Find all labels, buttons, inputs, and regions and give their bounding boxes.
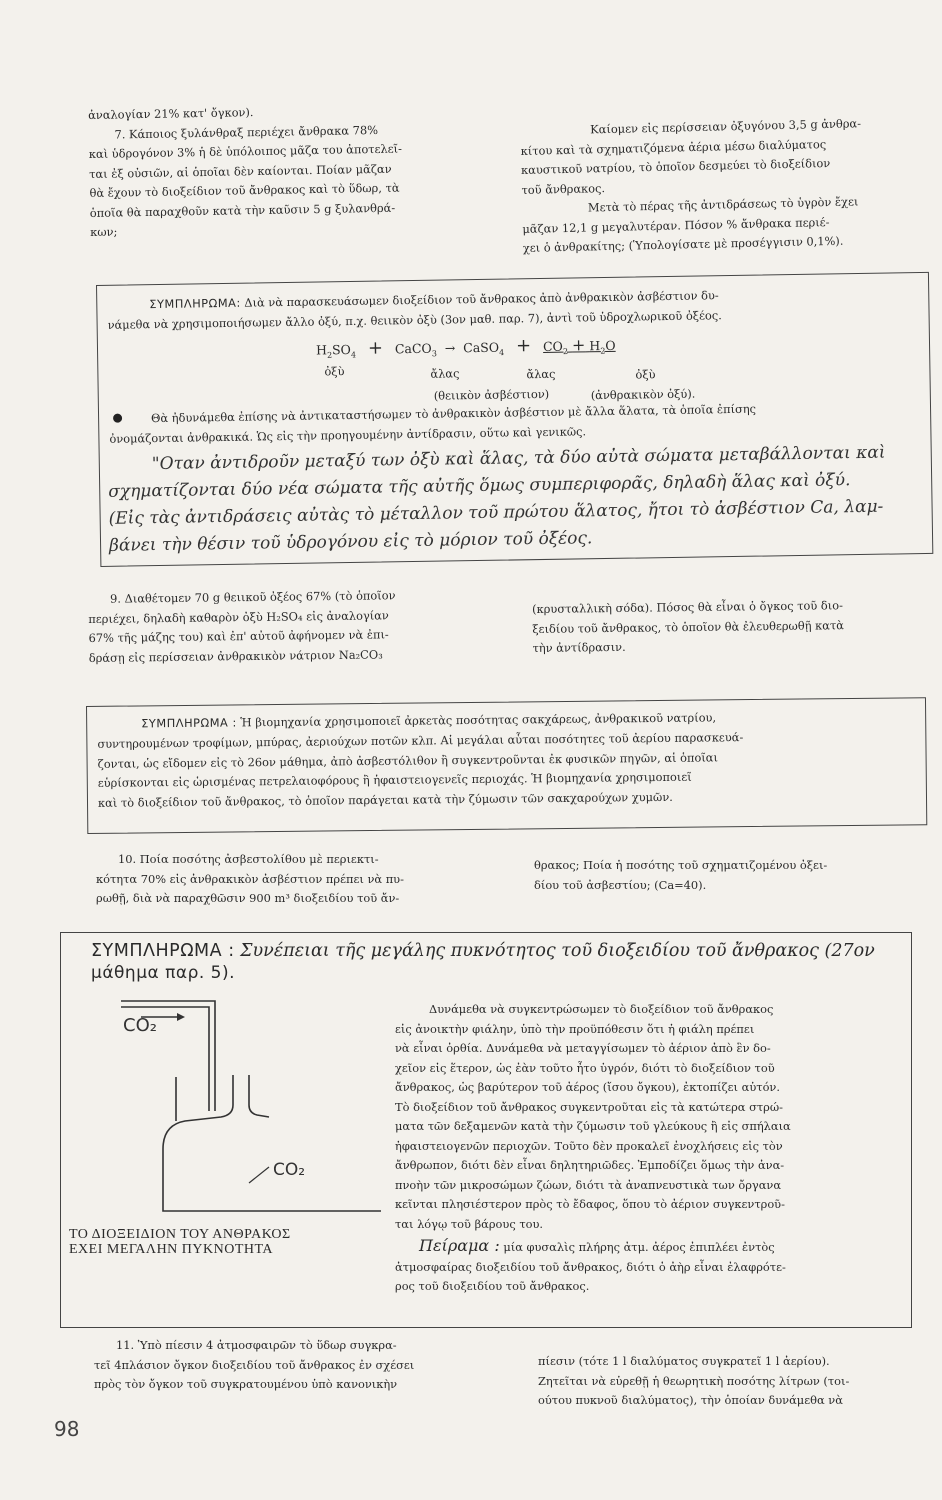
top-right-line: Καίομεν εἰς περίσσειαν ὀξυγόνου 3,5 g ἀνθρα- xyxy=(590,116,862,137)
figure-caption xyxy=(69,1227,291,1257)
box3-line: ται λόγῳ τοῦ βάρους του. xyxy=(395,1216,544,1231)
q11-line: Ζητεῖται νὰ εὑρεθῇ ἡ θεωρητικὴ ποσότης λίτρων (τοι- xyxy=(538,1373,850,1388)
q11-line: ούτου πυκνοῦ διαλύματος), τὴν ὁποίαν δυνάμεθα νὰ xyxy=(538,1393,843,1407)
bullet-icon xyxy=(113,414,122,423)
top-left-line: ὁποῖα θὰ παραχθοῦν κατὰ τὴν καῦσιν 5 g ξυλανθρά- xyxy=(89,200,396,220)
chemical-equation: $H_2SO_4$ + CaCO$_3$ → CaSO$_4$ + $CO_2 + H_2O$ xyxy=(315,335,616,360)
supplement-box-2 xyxy=(86,697,927,834)
q9-line: περιέχει, δηλαδὴ καθαρὸν ὀξὺ H₂SO₄ εἰς ἀναλογίαν xyxy=(88,607,389,626)
q9-line: δράσῃ εἰς περίσσειαν ἀνθρακικὸν νάτριον Na₂CO₃ xyxy=(88,646,383,665)
hand-line: βάνει τὴν θέσιν τοῦ ὑδρογόνου εἰς τὸ μόριον τοῦ ὀξέος. xyxy=(108,528,593,556)
box3-line: ματα τῶν δεξαμενῶν κατὰ τὴν ζύμωσιν τοῦ γλεύκους ἢ εἰς σπήλαια xyxy=(395,1119,791,1133)
box3-title-line xyxy=(91,939,875,963)
top-left-line: 7. Κάποιος ξυλάνθραξ περιέχει ἄνθρακα 78% xyxy=(114,122,379,142)
box1-bullet-line1: Θὰ ἠδυνάμεθα ἐπίσης νὰ ἀντικαταστήσωμεν τὸ ἀνθρακικὸν ἀσβέστιον μὲ ἄλλα ἅλατα, τὰ ὁποῖα ἐπίσης xyxy=(150,401,757,426)
eq-name-acid2: (ἀνθρακικὸν ὀξύ). xyxy=(590,386,696,403)
box2-line1-text: Ἡ βιομηχανία χρησιμοποιεῖ ἀρκετὰς ποσότητας σακχάρεως, ἀνθρακικοῦ νατρίου, xyxy=(240,710,717,730)
q10-line: 10. Ποία ποσότης ἀσβεστολίθου μὲ περιεκτι- xyxy=(118,852,379,866)
box1-title: ΣΥΜΠΛΗΡΩΜΑ: xyxy=(149,295,241,312)
reaction-arrow-icon: → xyxy=(444,340,456,356)
box2-line: ζονται, ὡς εἴδομεν εἰς τὸ 26ον μάθημα, ἀπὸ ἀσβεστόλιθον ἢ συγκεντροῦνται ἐκ φυσικῶν πηγῶν, αἱ ὁποῖαι xyxy=(97,749,718,771)
q11-line: 11. Ὑπὸ πίεσιν 4 ἀτμοσφαιρῶν τὸ ὕδωρ συγκρα- xyxy=(116,1338,397,1352)
top-right-line: χει ὁ ἀνθρακίτης; (Ὑπολογίσατε μὲ προσέγγισιν 0,1%). xyxy=(522,233,844,255)
box1-bullet-line2: ὀνομάζονται ἀνθρακικά. Ὡς εἰς τὴν προηγουμένην ἀντίδρασιν, οὕτω καὶ γενικῶς. xyxy=(109,424,587,446)
box3-line: κεῖνται πλησιέστερον πρὸς τὸ ἔδαφος, ὅπου τὸ ἀέριον συγκεντροῦ- xyxy=(395,1197,785,1211)
box2-line: καὶ τὸ διοξείδιον τοῦ ἄνθρακος, τὸ ὁποῖον παράγεται κατὰ τὴν ζύμωσιν τῶν σακχαρούχων χυμῶν. xyxy=(97,789,673,810)
hand-line: (Εἰς τὰς ἀντιδράσεις αὐτὰς τὸ μέταλλον τοῦ πρώτου ἅλατος, ἤτοι τὸ ἀσβέστιον Ca, λαμ- xyxy=(108,496,884,529)
q9-line: 67% τῆς μάζης του) καὶ ἐπ' αὐτοῦ ἀφήνομεν νὰ ἐπι- xyxy=(88,627,389,645)
top-right-line: τοῦ ἄνθρακος. xyxy=(521,180,606,197)
q11-line: πρὸς τὸν ὄγκον τοῦ συγκρατουμένου ὑπὸ κανονικὴν xyxy=(94,1377,398,1391)
top-left-line: καὶ ὑδρογόνον 3% ἡ δὲ ὑπόλοιπος μᾶζα του ἀποτελεῖ- xyxy=(88,141,402,161)
co2-label-mid: CO₂ xyxy=(273,1160,306,1180)
question-9-right xyxy=(532,595,937,658)
q11-line: τεῖ 4πλάσιον ὄγκον διοξειδίου τοῦ ἄνθρακος ἐν σχέσει xyxy=(94,1357,415,1372)
box3-line: ἄνθρακος, ὡς βαρύτερον τοῦ ἀέρος (ἴσου ὄγκου), ἐκτοπίζει αὐτόν. xyxy=(395,1080,780,1094)
question-11-left xyxy=(94,1336,468,1395)
question-10-left xyxy=(96,850,468,909)
box3-line: πνοὴν τῶν μικροσώμων ζώων, διότι τὰ ἀναπνευστικὰ των ὄργανα xyxy=(395,1177,782,1192)
top-right-line: κίτου καὶ τὰ σχηματιζόμενα ἀέρια μέσω διαλύματος xyxy=(520,136,827,158)
box2-title: ΣΥΜΠΛΗΡΩΜΑ : xyxy=(141,715,237,731)
eq-label-acid2: ὀξὺ xyxy=(635,367,656,382)
top-left-line: κων; xyxy=(90,224,118,239)
box1-line2: νάμεθα νὰ χρησιμοποιήσωμεν ἄλλο ὀξύ, π.χ. θειικὸν ὀξὺ (3ον μαθ. παρ. 7), ἀντὶ τοῦ ὑδροχλωρικοῦ ὀξέος. xyxy=(107,308,722,332)
box3-line: Τὸ διοξείδιον τοῦ ἄνθρακος συγκεντροῦται εἰς τὰ κατώτερα στρώ- xyxy=(395,1099,783,1114)
box3-title-line2: μάθημα παρ. 5). xyxy=(91,963,236,983)
top-left-column xyxy=(88,100,462,243)
q10-line: ρωθῇ, διὰ νὰ παραχθῶσιν 900 m³ διοξειδίου τοῦ ἄν- xyxy=(96,891,400,905)
box3-line: νὰ εἶναι ὀρθία. Δυνάμεθα νὰ μεταγγίσωμεν τὸ ἀέριον ἀπὸ ἓν δο- xyxy=(395,1041,771,1055)
supplement-box-3 xyxy=(60,932,912,1328)
q9-line: (κρυσταλλικὴ σόδα). Πόσος θὰ εἶναι ὁ ὄγκος τοῦ διο- xyxy=(532,598,843,616)
experiment-text: μία φυσαλὶς πλήρης ἀτμ. ἀέρος ἐπιπλέει ἐντὸς xyxy=(503,1240,775,1254)
box3-text xyxy=(395,1000,901,1297)
top-left-line: ἀναλογίαν 21% κατ' ὄγκον). xyxy=(88,105,254,122)
q9-line: ξειδίου τοῦ ἄνθρακος, τὸ ὁποῖον θὰ ἐλευθερωθῇ κατὰ xyxy=(532,617,844,636)
box1-line1-text: Διὰ νὰ παρασκευάσωμεν διοξείδιον τοῦ ἄνθρακος ἀπὸ ἀνθρακικὸν ἀσβέστιον δυ- xyxy=(244,288,719,310)
top-left-line: θὰ ἔχουν τὸ διοξείδιον τοῦ ἄνθρακος καὶ τὸ ὕδωρ, τὰ xyxy=(89,180,400,200)
box3-line: ἀτμοσφαίρας διοξειδίου τοῦ ἄνθρακος, διότι ὁ ἀὴρ εἶναι ἐλαφρότε- xyxy=(395,1259,786,1274)
q11-line: πίεσιν (τότε 1 l διαλύματος συγκρατεῖ 1 l ἀερίου). xyxy=(538,1354,830,1368)
box3-line: ἄνθρωπον, διότι δὲν εἶναι δηλητηριῶδες. Ἐμποδίζει ὅμως τὴν ἀνα- xyxy=(395,1158,785,1172)
top-right-line: καυστικοῦ νατρίου, τὸ ὁποῖον δεσμεύει τὸ διοξείδιον xyxy=(520,155,831,177)
top-left-line: ται ἐξ οὐσιῶν, αἱ ὁποῖαι δὲν καίονται. Ποίαν μᾶζαν xyxy=(89,161,392,181)
question-11-right xyxy=(538,1352,910,1411)
hand-line: "Οταν ἀντιδροῦν μεταξύ των ὀξὺ καὶ ἅλας, τὰ δύο αὐτὰ σώματα μεταβάλλονται καὶ xyxy=(151,442,886,475)
bottle-figure xyxy=(81,991,401,1219)
experiment-word: Πείραμα : xyxy=(419,1236,500,1255)
box3-line: χεῖον εἰς ἕτερον, ὡς ἐὰν τοῦτο ἦτο ὑγρόν, διότι τὸ διοξείδιον τοῦ xyxy=(395,1060,775,1075)
q9-line: τὴν ἀντίδρασιν. xyxy=(532,639,626,655)
co2-label-top: CO₂ xyxy=(123,1015,157,1036)
q10-line: δίου τοῦ ἀσβεστίου; (Ca=40). xyxy=(534,877,707,892)
box3-title: ΣΥΜΠΛΗΡΩΜΑ : xyxy=(91,941,235,961)
supplement-box-1 xyxy=(96,272,933,567)
eq-label-salt1: ἄλας xyxy=(430,366,460,381)
eq-name-salt2: (θειικὸν ἀσβέστιον) xyxy=(433,386,550,403)
box2-line: εὑρίσκονται εἰς ὡρισμένας πετρελαιοφόρους ἢ ἡφαιστειογενεῖς περιοχάς. Ἡ βιομηχανία χρησιμοποιεῖ xyxy=(97,769,692,790)
box2-body xyxy=(97,726,918,813)
box3-line: ἡφαιστειογενῶν περιοχῶν. Τοῦτο δὲν προκαλεῖ ἐνοχλήσεις εἰς τὸν xyxy=(395,1138,783,1153)
page-number: 98 xyxy=(54,1417,80,1441)
eq-label-salt2: ἄλας xyxy=(526,366,556,382)
question-9-left xyxy=(88,585,469,668)
top-right-line: μᾶζαν 12,1 g μεγαλυτέραν. Πόσον % ἄνθρακα περιέ- xyxy=(522,214,830,236)
q9-line: 9. Διαθέτομεν 70 g θειικοῦ ὀξέος 67% (τὸ ὁποῖον xyxy=(110,588,396,606)
box3-line: ρος τοῦ διοξειδίου τοῦ ἄνθρακος. xyxy=(395,1279,590,1293)
top-right-column xyxy=(520,113,939,259)
box3-line: εἰς ἀνοικτὴν φιάλην, ὑπὸ τὴν προϋπόθεσιν ὅτι ἡ φιάλη πρέπει xyxy=(395,1021,755,1036)
figure-caption-line1: ΤΟ ΔΙΟΞΕΙΔΙΟΝ ΤΟΥ ΑΝΘΡΑΚΟΣ xyxy=(69,1227,291,1242)
top-right-line: Μετὰ τὸ πέρας τῆς ἀντιδράσεως τὸ ὑγρὸν ἔχει xyxy=(587,194,859,215)
box2-line: συντηρουμένων τροφίμων, μπύρας, ἀεριούχων ποτῶν κλπ. Αἱ μεγάλαι αὗται ποσότητες τοῦ ἀερίου παρασκευά- xyxy=(97,730,744,751)
question-10-right xyxy=(534,856,934,895)
box3-line: Δυνάμεθα νὰ συγκεντρώσωμεν τὸ διοξείδιον τοῦ ἄνθρακος xyxy=(429,1002,774,1016)
box3-experiment-line xyxy=(395,1236,901,1258)
q10-line: κότητα 70% εἰς ἀνθρακικὸν ἀσβέστιον πρέπει νὰ πυ- xyxy=(96,871,404,886)
handwritten-rule xyxy=(108,439,925,560)
box3-title-text: Συνέπειαι τῆς μεγάλης πυκνότητος τοῦ διοξειδίου τοῦ ἄνθρακος (27ον xyxy=(240,941,875,961)
hand-line: σχηματίζονται δύο νέα σώματα τῆς αὐτῆς ὅμως συμπεριφορᾶς, δηλαδὴ ἅλας καὶ ὀξύ. xyxy=(108,470,851,502)
eq-label-acid: ὀξὺ xyxy=(324,364,345,379)
q10-line: θρακος; Ποία ἡ ποσότης τοῦ σχηματιζομένου ὀξει- xyxy=(534,858,828,872)
figure-caption-line2: ΕΧΕΙ ΜΕΓΑΛΗΝ ΠΥΚΝΟΤΗΤΑ xyxy=(69,1242,274,1257)
